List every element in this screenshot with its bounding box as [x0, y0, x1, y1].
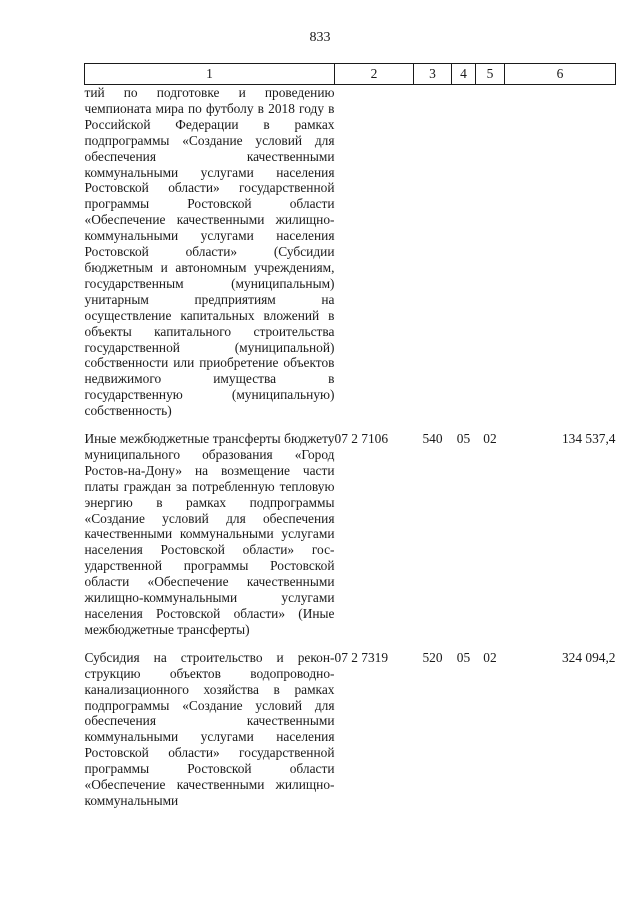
row-section: 05 — [456, 431, 471, 447]
row-amount: 134 537,4 — [561, 431, 616, 447]
row-description: тий по подготовке и проведению чемпионата мира по футболу в 2018 году в Российской Федерации в рамках подпрограммы «Создание условий для обеспечения качественными коммунальными услугами населения Ростовской области» государственной программы Ростовской области «Обеспечение качественными жилищно-коммунальными услугами населения Ростовской области» (Субсидии бюджетным и автономным учреждениям, государственным (муниципальным) унитарным предприятиям на осуществление капитальных вложений в объекты капитального строительства государственной (муниципальной) собственности или приобретение объектов недвижимого имущества в государственную (муниципальную) собственность) — [84, 85, 335, 419]
header-col-2: 2 — [335, 64, 414, 85]
row-type — [414, 85, 452, 420]
table-row — [85, 638, 616, 809]
row-code — [335, 85, 414, 420]
row-description: Иные межбюджетные трансферты бюджету муниципального образования «Город Ростов-на-Дону» на возмещение части платы граждан за потребленную тепловую энергию в рамках подпрограммы «Создание условий для обеспечения качественными коммунальными услугами населения Ростовской области» государственной программы Ростовской области «Обеспечение качественными жилищно-коммунальными услугами населения Ростовской области» (Иные межбюджетные трансферты) — [84, 431, 335, 637]
row-subsection: 02 — [483, 649, 497, 665]
header-col-5: 5 — [476, 64, 505, 85]
row-amount — [505, 85, 616, 420]
row-amount: 324 094,2 — [561, 649, 616, 665]
header-col-1: 1 — [85, 64, 335, 85]
header-col-6: 6 — [505, 64, 616, 85]
row-type: 540 — [422, 431, 443, 447]
row-description: Субсидия на строительство и реконструкцию объектов водопроводно-канализационного хозяйства в рамках подпрограммы «Создание условий для обеспечения качественными коммунальными услугами населения Ростовской области» государственной программы Ростовской области «Обеспечение качественными жилищно-коммунальными — [84, 649, 335, 808]
header-col-3: 3 — [414, 64, 452, 85]
table-header — [85, 64, 616, 85]
table-row — [85, 419, 616, 638]
row-code: 07 2 7106 — [334, 431, 389, 447]
header-col-4: 4 — [452, 64, 476, 85]
row-code: 07 2 7319 — [334, 649, 389, 665]
budget-table — [84, 63, 616, 809]
table-row — [85, 85, 616, 420]
row-subsection — [476, 85, 505, 420]
row-subsection: 02 — [483, 431, 497, 447]
row-section — [452, 85, 476, 420]
page-number: 833 — [309, 30, 331, 45]
row-section: 05 — [456, 649, 471, 665]
row-type: 520 — [422, 649, 443, 665]
